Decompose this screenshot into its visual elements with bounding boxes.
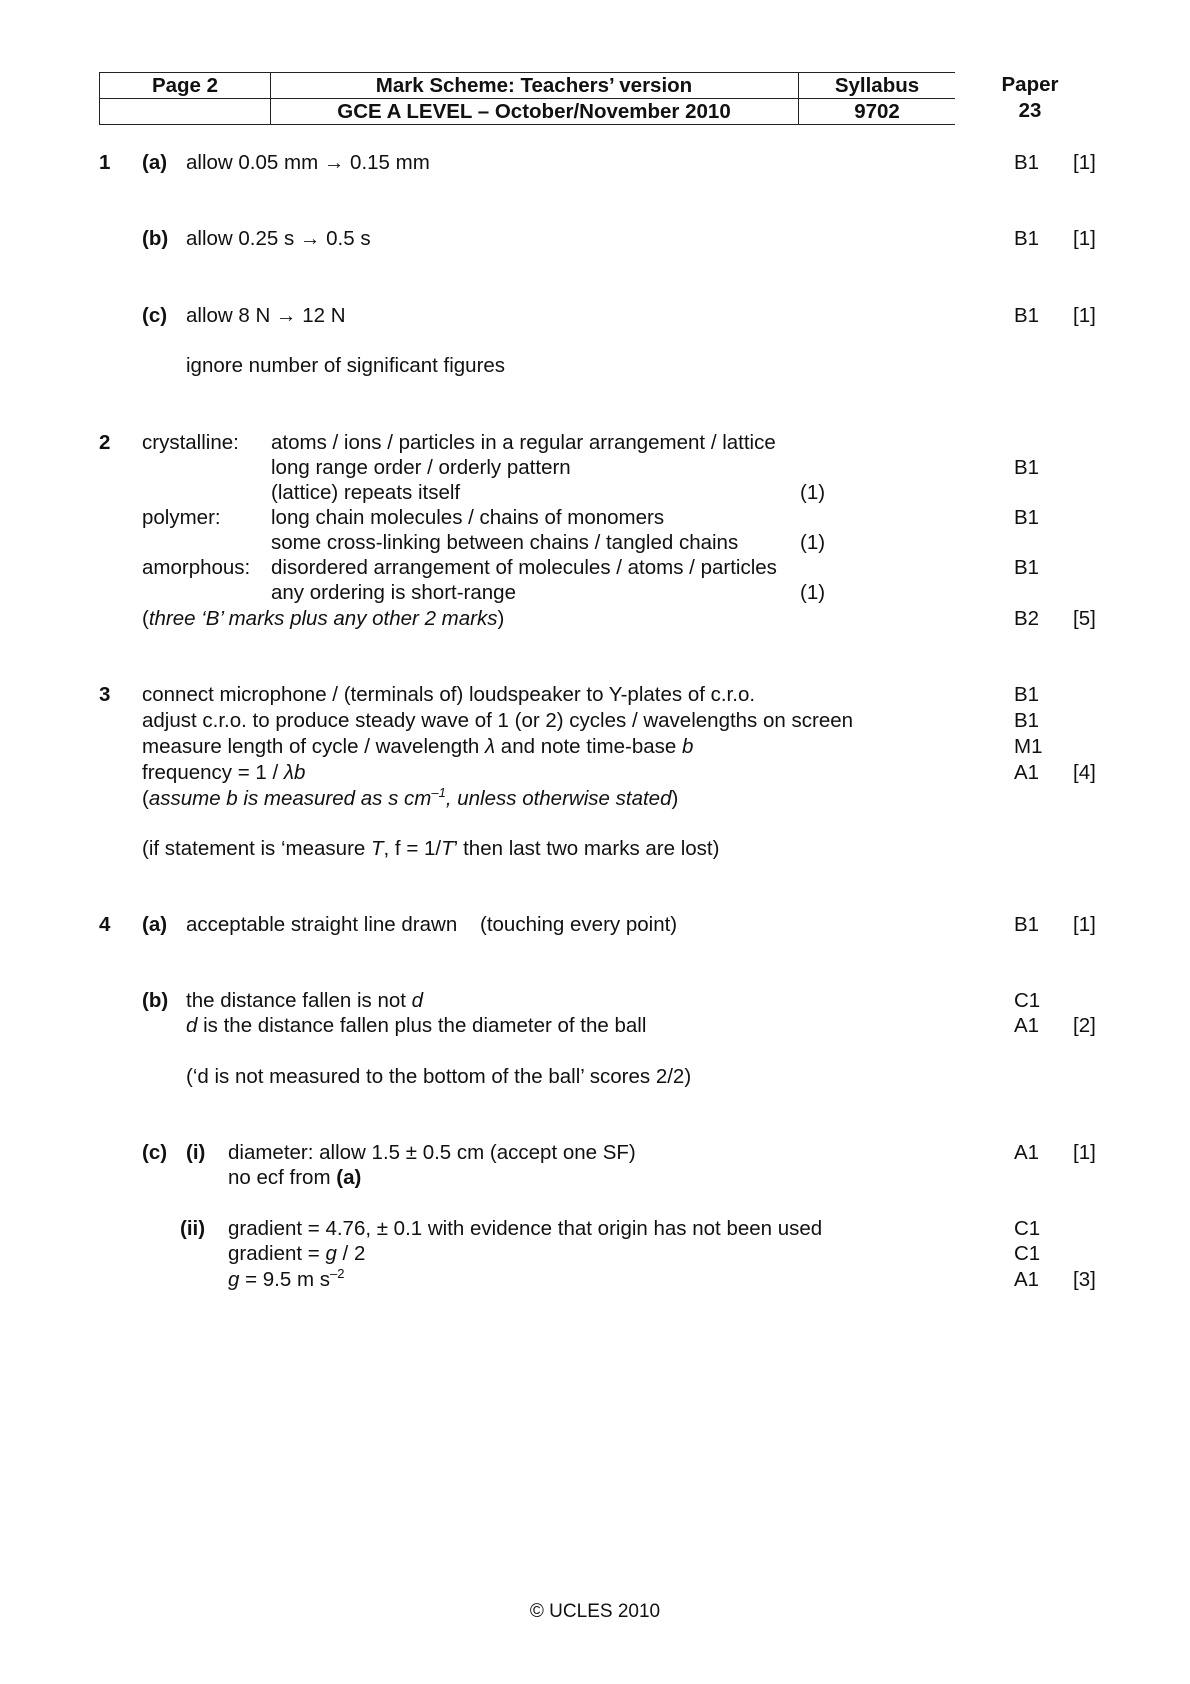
answer-text: connect microphone / (terminals of) loudspeaker to Y-plates of c.r.o. [142, 683, 756, 706]
answer-text: g = 9.5 m $s^{-2}$ [228, 1266, 345, 1291]
sub-mark: (1) [800, 531, 826, 554]
term-label: polymer: [142, 506, 221, 529]
mark-total: [1] [1073, 1141, 1096, 1164]
note-text: (if statement is ‘measure T, f = 1/T’ then last two marks are lost) [142, 837, 720, 860]
subpart-label: (i) [186, 1141, 206, 1164]
sub-mark: (1) [800, 581, 826, 604]
question-number: 4 [99, 913, 111, 936]
question-number: 3 [99, 683, 111, 706]
answer-text: some cross-linking between chains / tangled chains [271, 531, 739, 554]
answer-text: d is the distance fallen plus the diameter of the ball [186, 1014, 647, 1037]
header-table [99, 72, 955, 125]
part-label: (c) [142, 1141, 168, 1164]
mark-code: B1 [1014, 151, 1040, 174]
answer-text: allow 0.25 s → 0.5 s [186, 227, 371, 250]
term-label: crystalline: [142, 431, 239, 454]
part-label: (b) [142, 989, 169, 1012]
mark-code: A1 [1014, 1268, 1040, 1291]
mark-code: B1 [1014, 913, 1040, 936]
answer-text: measure length of cycle / wavelength λ and note time-base b [142, 735, 694, 758]
part-label: (b) [142, 227, 169, 250]
header-page: Page 2 [151, 74, 219, 97]
note-text: ignore number of significant figures [186, 354, 506, 377]
mark-total: [5] [1073, 607, 1096, 630]
header-title: Mark Scheme: Teachers’ version [375, 74, 693, 97]
mark-code: C1 [1014, 989, 1041, 1012]
answer-text: allow 0.05 mm → 0.15 mm [186, 151, 430, 174]
mark-code: B1 [1014, 304, 1040, 327]
answer-text: gradient = g / 2 [228, 1242, 366, 1265]
mark-total: [2] [1073, 1014, 1096, 1037]
header-syllabus-code: 9702 [854, 100, 900, 123]
subpart-label: (ii) [180, 1217, 206, 1240]
part-label: (a) [142, 151, 168, 174]
mark-code: A1 [1014, 761, 1040, 784]
mark-total: [3] [1073, 1268, 1096, 1291]
mark-total: [1] [1073, 913, 1096, 936]
answer-text: (lattice) repeats itself [271, 481, 461, 504]
mark-code: A1 [1014, 1141, 1040, 1164]
mark-code: B1 [1014, 506, 1040, 529]
header-subtitle: GCE A LEVEL – October/November 2010 [337, 100, 731, 123]
header-paper-label: Paper [1001, 73, 1059, 96]
mark-code: B1 [1014, 227, 1040, 250]
answer-text: long chain molecules / chains of monomers [271, 506, 665, 529]
note-text: (assume b is measured as s $cm^{-1}$, unless otherwise stated) [142, 785, 679, 810]
answer-text: adjust c.r.o. to produce steady wave of 1 (or 2) cycles / wavelengths on screen [142, 709, 854, 732]
mark-total: [1] [1073, 304, 1096, 327]
mark-code: B1 [1014, 683, 1040, 706]
note-text: (‘d is not measured to the bottom of the ball’ scores 2/2) [186, 1065, 692, 1088]
answer-text: frequency = 1 / λb [142, 761, 306, 784]
footer-copyright: © UCLES 2010 [529, 1601, 661, 1622]
header-syllabus-label: Syllabus [834, 74, 920, 97]
answer-text: disordered arrangement of molecules / atoms / particles [271, 556, 777, 579]
answer-text: gradient = 4.76, ± 0.1 with evidence that origin has not been used [228, 1217, 823, 1240]
answer-text: atoms / ions / particles in a regular arrangement / lattice [271, 431, 776, 454]
mark-code: C1 [1014, 1242, 1041, 1265]
part-label: (a) [142, 913, 168, 936]
answer-text: any ordering is short-range [271, 581, 516, 604]
mark-code: B1 [1014, 556, 1040, 579]
mark-total: [4] [1073, 761, 1096, 784]
header-divider [100, 98, 955, 99]
mark-code: A1 [1014, 1014, 1040, 1037]
answer-text: no ecf from (a) [228, 1166, 362, 1189]
part-label: (c) [142, 304, 168, 327]
question-number: 1 [99, 151, 111, 174]
question-number: 2 [99, 431, 111, 454]
answer-text: acceptable straight line drawn (touching every point) [186, 913, 678, 936]
mark-total: [1] [1073, 151, 1096, 174]
summary-text: (three ‘B’ marks plus any other 2 marks) [142, 607, 505, 630]
sub-mark: (1) [800, 481, 826, 504]
mark-code: B1 [1014, 709, 1040, 732]
mark-code: B2 [1014, 607, 1040, 630]
term-label: amorphous: [142, 556, 251, 579]
mark-code: C1 [1014, 1217, 1041, 1240]
answer-text: allow 8 N → 12 N [186, 304, 346, 327]
answer-text: long range order / orderly pattern [271, 456, 571, 479]
mark-code: M1 [1014, 735, 1043, 758]
mark-total: [1] [1073, 227, 1096, 250]
mark-code: B1 [1014, 456, 1040, 479]
answer-text: diameter: allow 1.5 ± 0.5 cm (accept one SF) [228, 1141, 636, 1164]
header-paper-number: 23 [1018, 99, 1042, 122]
answer-text: the distance fallen is not d [186, 989, 424, 1012]
